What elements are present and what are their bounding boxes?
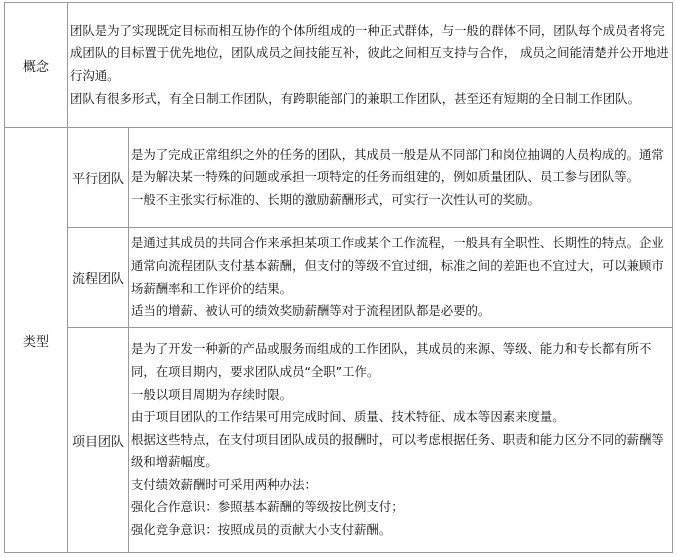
type-name-project: 项目团队 xyxy=(68,328,129,553)
concept-paragraph: 团队是为了实现既定目标而相互协作的个体所组成的一种正式群体，与一般的群体不同，团队每个成员者将完成团队的目标置于优先地位，团队成员之间技能互补，彼此之间相互支持与合作， 成员之间能清楚并公开地进行沟通。 xyxy=(70,22,669,83)
type-description-process xyxy=(129,228,673,328)
type-paragraph: 适当的增薪、被认可的绩效奖励薪酬等对于流程团队都是必要的。 xyxy=(131,303,491,319)
concept-definition xyxy=(68,3,673,128)
type-name-process: 流程团队 xyxy=(68,228,129,328)
type-description-parallel xyxy=(129,128,673,228)
type-name-parallel: 平行团队 xyxy=(68,128,129,228)
team-types-table xyxy=(4,2,673,553)
type-paragraph: 是为了开发一种新的产品或服务而组成的工作团队，其成员的来源、等级、能力和专长都有所不同，在项目期内，要求团队成员“全职”工作。 xyxy=(131,341,652,379)
type-row-parallel xyxy=(5,128,673,228)
types-label: 类型 xyxy=(5,128,68,553)
type-paragraph: 是为了完成正常组织之外的任务的团队，其成员一般是从不同部门和岗位抽调的人员构成的。通常是为解决某一特殊的问题或承担一项特定的任务而组建的，例如质量团队、员工参与团队等。 xyxy=(131,146,664,185)
type-description-project xyxy=(129,328,673,553)
type-paragraph: 根据这些特点，在支付项目团队成员的报酬时，可以考虑根据任务、职责和能力区分不同的薪酬等级和增薪幅度。 xyxy=(131,431,664,470)
type-paragraph: 是通过其成员的共同合作来承担某项工作或某个工作流程，一般具有全职性、长期性的特点。企业通常向流程团队支付基本薪酬，但支付的等级不宜过细，标准之间的差距也不宜过大，可以兼顾市场薪酬率和工作评价的结果。 xyxy=(131,235,664,296)
concept-row xyxy=(5,3,673,128)
type-paragraph: 一般以项目周期为存续时限。 xyxy=(131,386,293,402)
concept-label: 概念 xyxy=(5,3,68,128)
type-paragraph: 一般不主张实行标准的、长期的激励薪酬形式，可实行一次性认可的奖励。 xyxy=(131,191,540,207)
type-paragraph: 强化竞争意识：按照成员的贡献大小支付薪酬。 xyxy=(131,522,392,538)
type-paragraph: 由于项目团队的工作结果可用完成时间、质量、技术特征、成本等因素来度量。 xyxy=(131,409,565,425)
type-paragraph: 强化合作意识：参照基本薪酬的等级按比例支付； xyxy=(131,499,404,515)
type-row-process xyxy=(5,228,673,328)
type-row-project xyxy=(5,328,673,553)
concept-paragraph: 团队有很多形式，有全日制工作团队，有跨职能部门的兼职工作团队，甚至还有短期的全日制工作团队。 xyxy=(70,90,640,106)
type-paragraph: 支付绩效薪酬时可采用两种办法： xyxy=(131,476,317,492)
